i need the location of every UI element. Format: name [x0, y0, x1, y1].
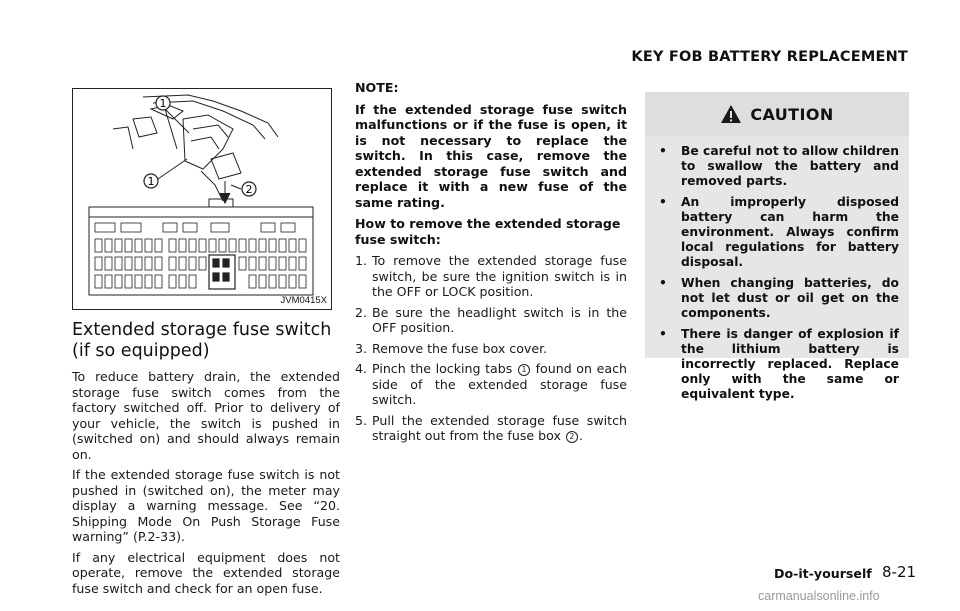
removal-steps — [355, 253, 627, 444]
caution-item — [657, 327, 899, 402]
caution-item — [657, 276, 899, 321]
caution-box — [645, 92, 909, 401]
paragraph: If any electrical equipment does not operate, remove the extended storage fuse switch and check for an open fuse. — [72, 549, 340, 596]
callout-marker-2: 2 — [566, 431, 578, 443]
caution-title: CAUTION — [750, 104, 834, 124]
howto-title: How to remove the extended storage fuse switch: — [355, 216, 621, 247]
step-number: 5. — [355, 412, 368, 428]
step-number: 4. — [355, 361, 368, 376]
step-number: 3. — [355, 340, 368, 356]
caution-text: When changing batteries, do not let dust or oil get on the components. — [681, 276, 899, 320]
caution-list — [657, 144, 899, 402]
caution-header — [645, 92, 909, 136]
caution-item — [657, 195, 899, 270]
note-label: NOTE: — [355, 80, 399, 95]
step-item — [355, 361, 627, 408]
step-text: To remove the extended storage fuse switch, be sure the ignition switch is in the OFF or LOCK position. — [372, 253, 627, 299]
callout-2: 2 — [245, 183, 253, 196]
bullet: • — [659, 144, 667, 158]
callout-1-left: 1 — [147, 175, 155, 188]
section-column — [72, 320, 340, 601]
step-text: Pinch the locking tabs — [372, 361, 513, 376]
bullet: • — [659, 276, 667, 290]
step-text: Pull the extended storage fuse switch straight out from the fuse box — [372, 412, 627, 443]
step-text: found on each side of the extended storage fuse switch. — [372, 361, 627, 407]
step-number: 1. — [355, 253, 368, 268]
caution-text: There is danger of explosion if the lithium battery is incorrectly replaced. Replace only with the same or equivalent type. — [681, 327, 899, 401]
figure-code: JVM0415X — [280, 295, 327, 306]
bullet: • — [659, 195, 667, 209]
watermark: carmanualsonline.info — [758, 589, 880, 603]
step-item — [355, 253, 627, 300]
callout-marker-1: 1 — [518, 364, 530, 376]
step-item — [355, 413, 627, 444]
caution-text: Be careful not to allow children to swallow the battery and removed parts. — [681, 144, 899, 188]
caution-text: An improperly disposed battery can harm the environment. Always confirm local regulations for battery disposal. — [681, 195, 899, 269]
bullet: • — [659, 327, 667, 341]
step-text: . — [578, 428, 583, 443]
paragraph: To reduce battery drain, the extended storage fuse switch comes from the factory switched off. Prior to delivery of your vehicle, the switch is pushed in (switched on) and should always remain on. — [72, 369, 340, 462]
step-item — [355, 305, 627, 336]
chapter-title: KEY FOB BATTERY REPLACEMENT — [631, 49, 908, 65]
paragraph: If the extended storage fuse switch is not pushed in (switched on), the meter may display a warning message. See “20. Shipping Mode On Push Storage Fuse warning” (P.2-33). — [72, 467, 340, 544]
footer-section-name: Do-it-yourself — [774, 566, 872, 581]
page-number: 8-21 — [882, 563, 917, 581]
section-title: Extended storage fuse switch (if so equipped) — [72, 320, 332, 361]
step-text: Remove the fuse box cover. — [372, 340, 548, 356]
fuse-box-drawing — [73, 89, 331, 309]
step-number: 2. — [355, 304, 368, 320]
caution-body — [645, 136, 909, 401]
note-text: If the extended storage fuse switch malfunctions or if the fuse is open, it is not necessary to replace the switch. In this case, remove the extended storage fuse switch and replace it with a new fuse of the same rating. — [355, 101, 627, 210]
note-column — [355, 80, 627, 449]
fuse-box-illustration — [72, 88, 332, 310]
caution-item — [657, 144, 899, 189]
warning-triangle-icon — [720, 104, 742, 124]
step-item — [355, 341, 627, 357]
callout-1-top: 1 — [159, 97, 167, 110]
step-text: Be sure the headlight switch is in the OFF position. — [372, 304, 627, 335]
